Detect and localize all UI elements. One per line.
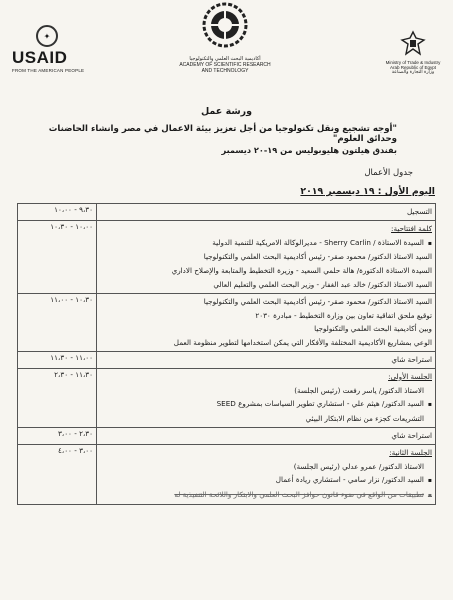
row-time: ١١،٠٠ - ١١،٣٠ bbox=[18, 351, 97, 368]
usaid-tagline: FROM THE AMERICAN PEOPLE bbox=[12, 68, 85, 73]
academy-logo bbox=[175, 2, 275, 97]
row-time: ١٠،٣٠ - ١١،٠٠ bbox=[18, 293, 97, 351]
academy-name-ar: أكاديمية البحث العلمي والتكنولوجيا bbox=[189, 56, 261, 62]
row-line: ▪ تطبيقات من الواقع في ضوء قانون حوافز البحث العلمي والابتكار واللائحة التنفيذية له bbox=[100, 488, 432, 503]
row-line: استراحة شاي bbox=[391, 354, 432, 364]
ministry-name-en-2: Arab Republic of Egypt bbox=[389, 65, 437, 70]
row-line: توقيع ملحق اتفاقية تعاون بين وزارة التخطيط - مبادرة ٢٠٣٠ bbox=[255, 310, 432, 320]
row-time: ١٠،٠٠ - ١٠،٣٠ bbox=[18, 220, 97, 293]
row-line: التشريعات كجزء من نظام الابتكار البيئي bbox=[305, 414, 424, 424]
row-content bbox=[97, 293, 436, 351]
row-content bbox=[97, 204, 436, 221]
row-line: ▪ السيد الدكتور/ نزار سامي - استشاري ريادة أعمال bbox=[100, 473, 432, 488]
row-content bbox=[97, 444, 436, 504]
document-title: ورشة عمل bbox=[200, 106, 253, 117]
row-line: وبين أكاديمية البحث العلمي والتكنولوجيا bbox=[314, 324, 432, 334]
row-line: السيد الاستاذ الدكتور/ محمود صقر- رئيس أكاديمية البحث العلمي والتكنولوجيا bbox=[203, 296, 432, 306]
table-row bbox=[18, 293, 436, 351]
row-line: استراحة شاي bbox=[391, 430, 432, 440]
agenda-table bbox=[17, 203, 436, 505]
row-line: ▪ السيدة الاستاذة / Sherry Carlin - مديرالوكالة الامريكية للتنمية الدولية bbox=[100, 236, 432, 251]
row-line: الجلسة الأولى: bbox=[388, 371, 432, 381]
academy-name-en-2: AND TECHNOLOGY bbox=[201, 68, 249, 74]
table-row bbox=[18, 204, 436, 221]
ministry-logo bbox=[378, 30, 448, 75]
row-content bbox=[97, 368, 436, 427]
agenda-label: جدول الأعمال bbox=[364, 168, 413, 178]
row-time: ٩،٣٠ - ١٠،٠٠ bbox=[18, 204, 97, 221]
row-line: ▪ السيد الدكتور/ هيثم علي - استشاري تطوير السياسات بمشروع SEED bbox=[100, 397, 432, 412]
row-line: الاستاذ الدكتور/ ياسر رفعت (رئيس الجلسة) bbox=[294, 385, 424, 395]
ministry-name-ar: وزارة التجارة والصناعة bbox=[391, 70, 435, 75]
academy-name-en-1: ACADEMY OF SCIENTIFIC RESEARCH bbox=[179, 62, 271, 68]
table-row bbox=[18, 220, 436, 293]
row-line: كلمة افتتاحية: bbox=[391, 223, 432, 233]
usaid-seal-icon: ✦ bbox=[36, 25, 58, 47]
table-row bbox=[18, 427, 436, 444]
row-time: ٢،٣٠ - ٣،٠٠ bbox=[18, 427, 97, 444]
usaid-logo bbox=[12, 25, 92, 75]
document-venue: بفندق هيلتون هليوبوليس من ١٩-٢٠ ديسمبر bbox=[221, 145, 397, 155]
row-line: السيدة الاستاذة الدكتورة/ هالة حلمي السعيد - وزيرة التخطيط والمتابعة والإصلاح الاداري bbox=[171, 266, 432, 276]
row-content bbox=[97, 351, 436, 368]
row-line: التسجيل bbox=[406, 207, 432, 216]
ministry-name-en-1: Ministry of Trade & Industry bbox=[385, 60, 441, 65]
academy-seal-icon bbox=[202, 2, 248, 48]
row-line: الاستاذ الدكتور/ عمرو عدلي (رئيس الجلسة) bbox=[293, 461, 424, 471]
row-line: الجلسة الثانية: bbox=[389, 447, 432, 457]
row-line: السيد الاستاذ الدكتور/ خالد عبد الغفار - وزير البحث العلمي والتعليم العالي bbox=[213, 279, 432, 289]
row-line: الوعي بمشاريع الأكاديمية المختلفة والأفكار التي يمكن استخدامها لتطوير منظومة العمل bbox=[173, 338, 432, 348]
table-row bbox=[18, 444, 436, 504]
document-subtitle: "أوجه تشجيع ونقل تكنولوجيا من أجل تعزيز بيئة الاعمال في مصر وانشاء الحاضنات وحدائق العلوم" bbox=[48, 124, 397, 144]
table-row bbox=[18, 351, 436, 368]
usaid-name: USAID bbox=[12, 48, 68, 67]
table-row bbox=[18, 368, 436, 427]
row-line: السيد الاستاذ الدكتور/ محمود صقر- رئيس أكاديمية البحث العلمي والتكنولوجيا bbox=[203, 252, 432, 262]
row-content bbox=[97, 427, 436, 444]
eagle-emblem-icon bbox=[400, 30, 426, 56]
row-content bbox=[97, 220, 436, 293]
row-time: ١١،٣٠ - ٢،٣٠ bbox=[18, 368, 97, 427]
day-label: اليوم الأول : ١٩ ديسمبر ٢٠١٩ bbox=[300, 186, 435, 197]
row-time: ٣،٠٠ - ٤،٠٠ bbox=[18, 444, 97, 504]
